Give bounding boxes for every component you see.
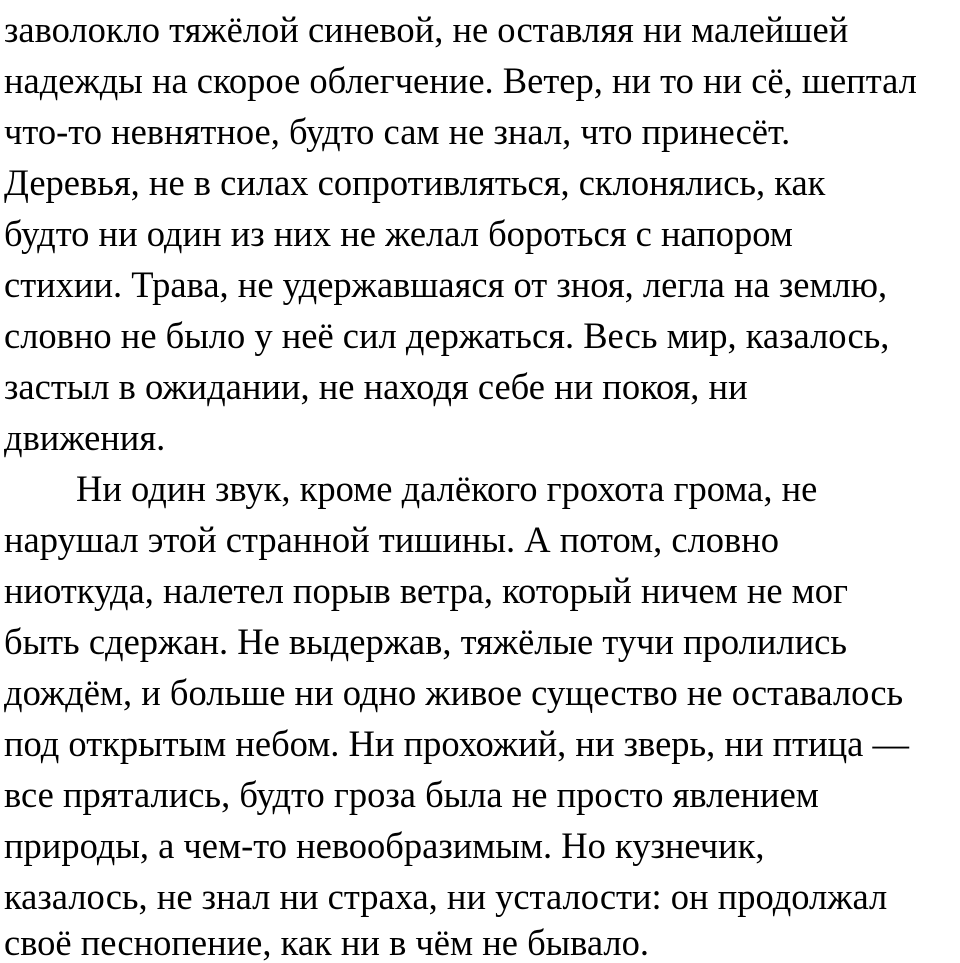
paragraph-first-line: Ни один звук, кроме далёкого грохота грома, не [76,468,818,509]
text-line: быть сдержан. Не выдержав, тяжёлые тучи пролились [4,621,847,662]
text-line: все прятались, будто гроза была не просто явлением [4,774,819,815]
text-line: своё песнопение, как ни в чём не бывало. [4,922,650,963]
text-line: казалось, не знал ни страха, ни усталости: он продолжал [4,876,888,917]
text-line: стихии. Трава, не удержавшаяся от зноя, легла на землю, [4,264,888,305]
text-line: Деревья, не в силах сопротивляться, склонялись, как [4,162,826,203]
text-line: словно не было у неё сил держаться. Весь мир, казалось, [4,315,890,356]
text-line: природы, а чем-то невообразимым. Но кузнечик, [4,825,765,866]
text-line: застыл в ожидании, не находя себе ни покоя, ни [4,366,748,407]
text-line: дождём, и больше ни одно живое существо не оставалось [4,672,904,713]
text-line: нарушал этой странной тишины. А потом, словно [4,519,780,560]
text-line: надежды на скорое облегчение. Ветер, ни то ни сё, шептал [4,60,917,101]
text-line: движения. [4,417,166,458]
text-line: заволокло тяжёлой синевой, не оставляя ни малейшей [4,9,849,50]
text-line: будто ни один из них не желал бороться с напором [4,213,793,254]
text-line: ниоткуда, налетел порыв ветра, который ничем не мог [4,570,848,611]
text-line: под открытым небом. Ни прохожий, ни зверь, ни птица — [4,723,909,764]
text-line: что-то невнятное, будто сам не знал, что принесёт. [4,111,791,152]
